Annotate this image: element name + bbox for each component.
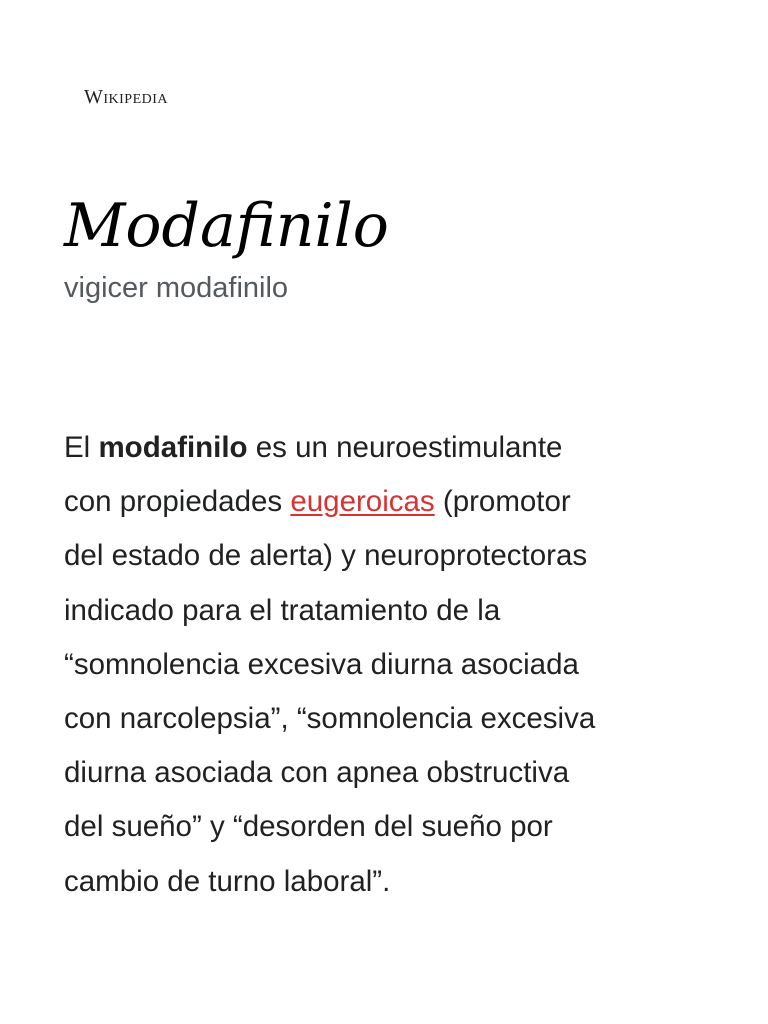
paragraph-text: (promotor [434,485,571,519]
paragraph-text: con propiedades [64,485,291,519]
paragraph-line: indicado para el tratamiento de la [64,593,501,627]
paragraph-line: diurna asociada con apnea obstructiva [64,756,570,790]
wikipedia-wordmark-logo[interactable]: Wikipedia [84,86,169,108]
paragraph-line: cambio de turno laboral”. [64,864,391,898]
eugeroicas-redlink[interactable]: eugeroicas [290,485,435,519]
article-lead-paragraph [64,421,704,909]
page-title: Modafinilo [64,191,389,261]
paragraph-line [64,475,704,529]
page-subtitle: vigicer modafinilo [64,272,289,304]
paragraph-line: del sueño” y “desorden del sueño por [64,810,553,844]
paragraph-line: “somnolencia excesiva diurna asociada [64,647,579,681]
paragraph-line: con narcolepsia”, “somnolencia excesiva [64,702,596,736]
paragraph-line [64,421,704,475]
paragraph-text: es un neuroestimulante [247,431,563,464]
paragraph-line: del estado de alerta) y neuroprotectoras [64,539,588,573]
paragraph-text: El [64,431,99,464]
bold-term: modafinilo [98,431,248,464]
